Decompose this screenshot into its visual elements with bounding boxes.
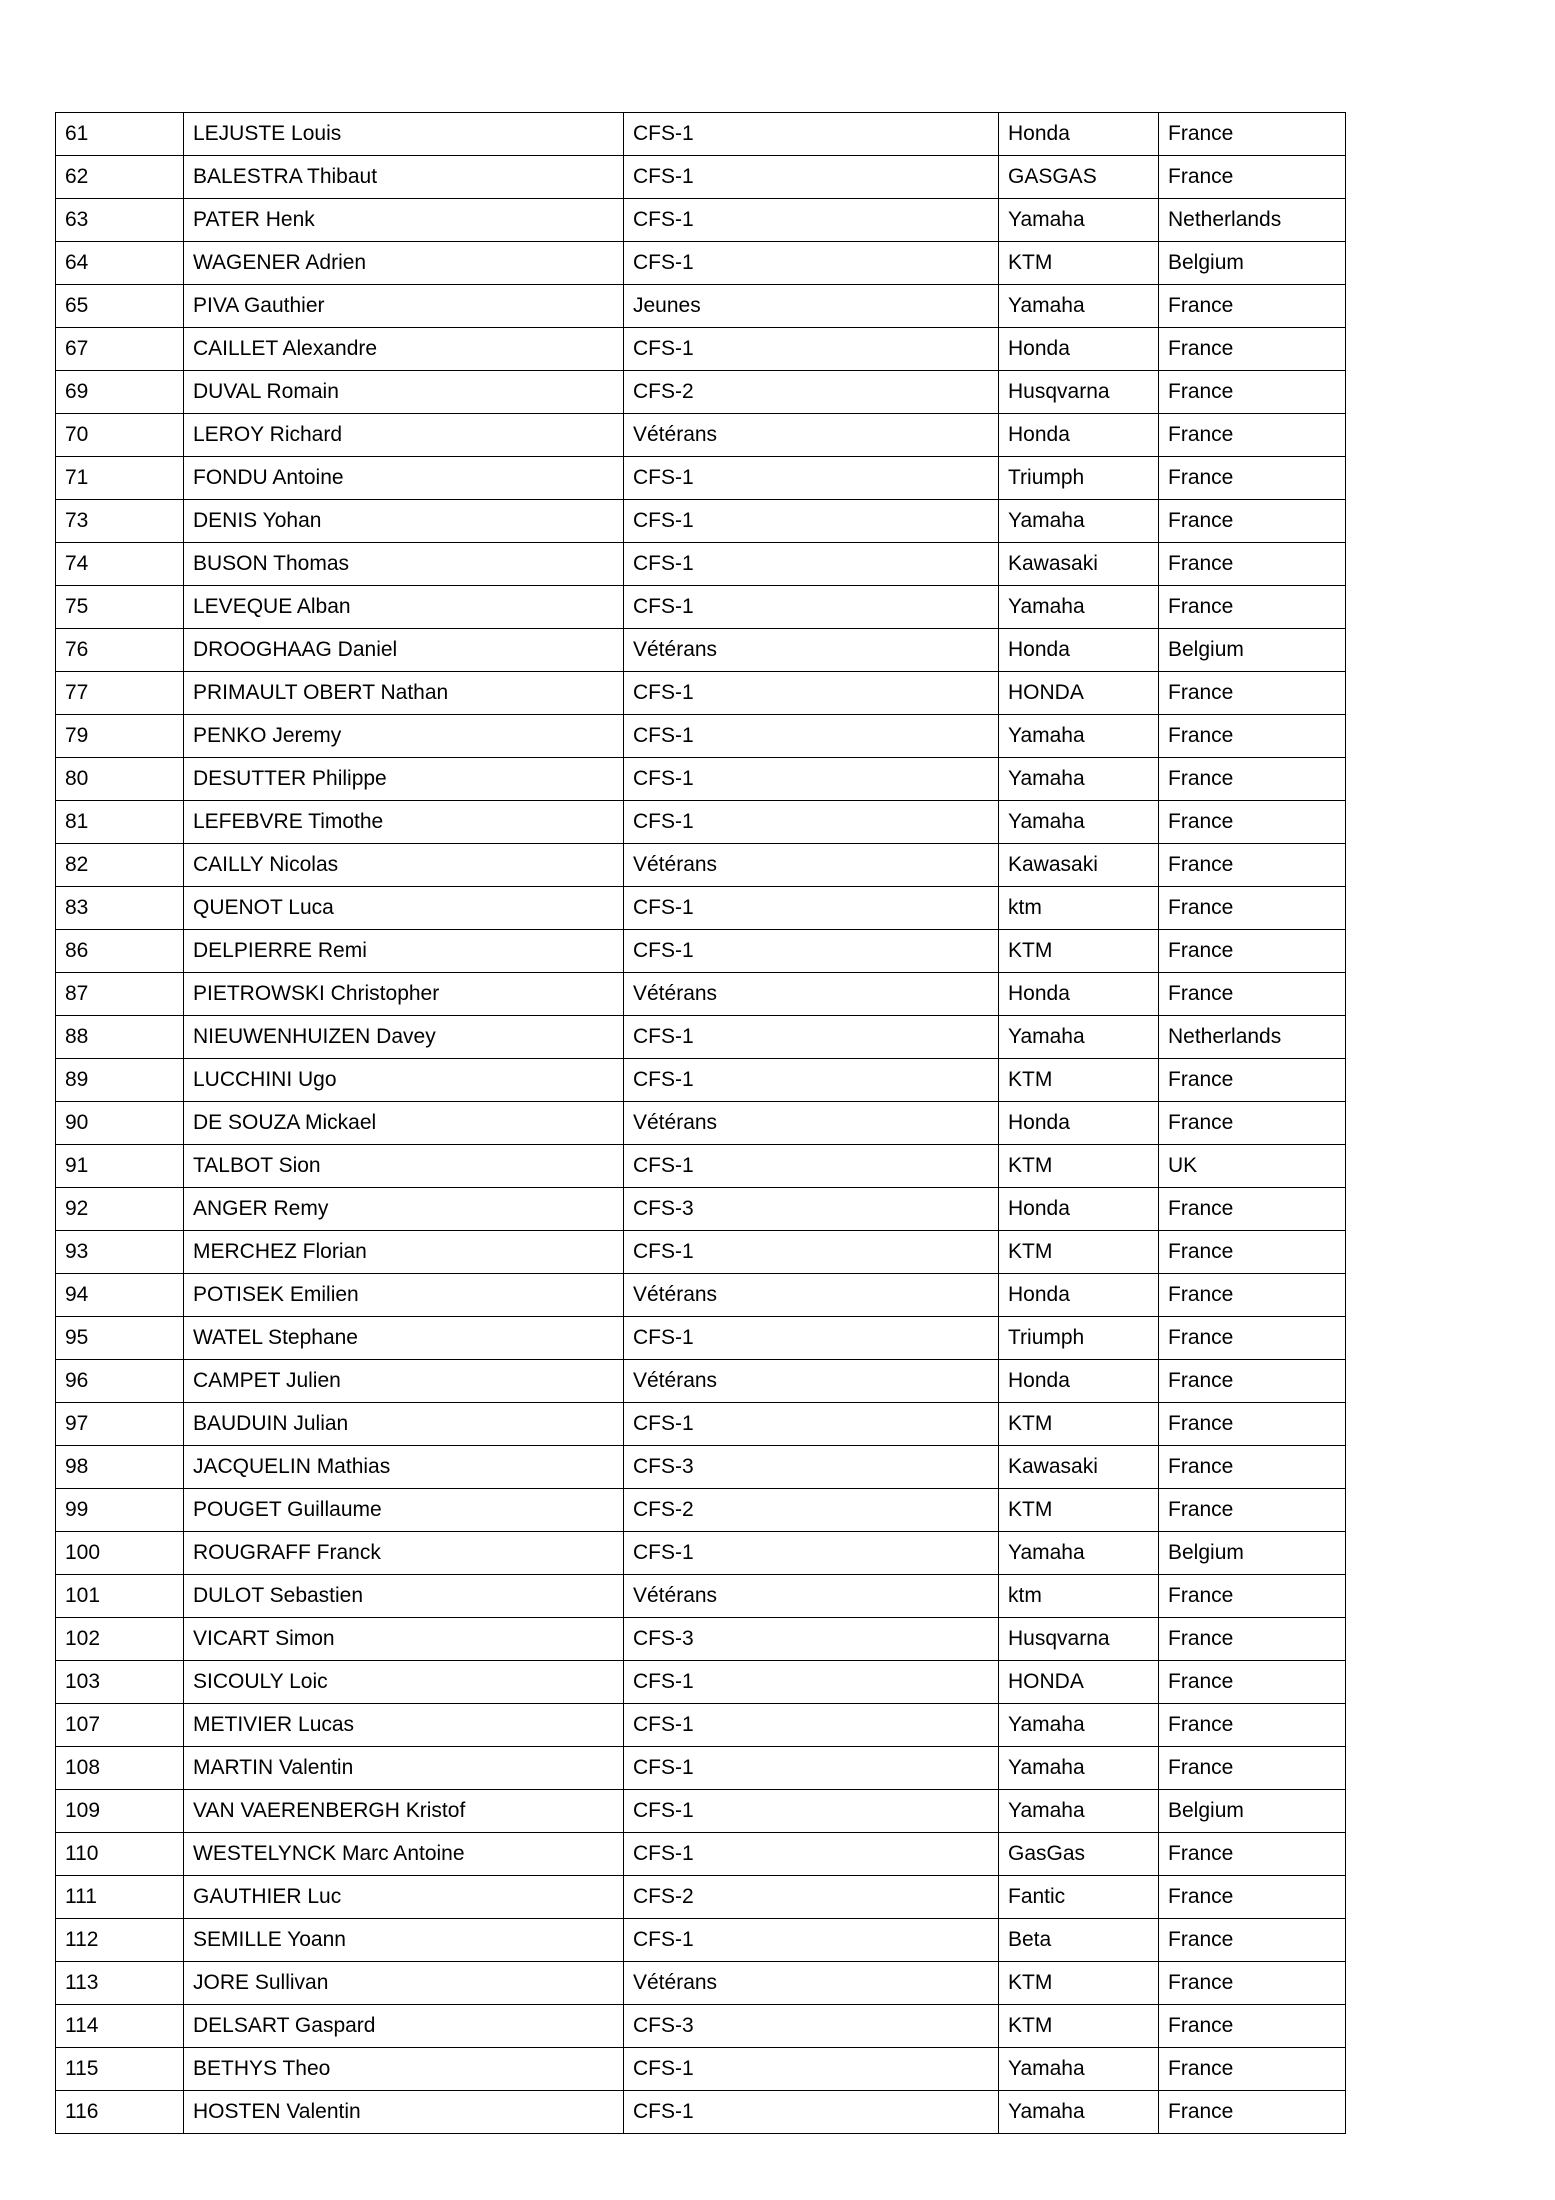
cell-country: France <box>1159 1962 1346 2005</box>
cell-rider: PATER Henk <box>184 199 624 242</box>
cell-country: Netherlands <box>1159 1016 1346 1059</box>
cell-bike: Yamaha <box>999 1532 1159 1575</box>
cell-category: CFS-1 <box>624 156 999 199</box>
cell-rider: VAN VAERENBERGH Kristof <box>184 1790 624 1833</box>
cell-bike: Yamaha <box>999 801 1159 844</box>
cell-number: 100 <box>56 1532 184 1575</box>
cell-rider: ANGER Remy <box>184 1188 624 1231</box>
cell-rider: BAUDUIN Julian <box>184 1403 624 1446</box>
cell-country: France <box>1159 1274 1346 1317</box>
cell-rider: PRIMAULT OBERT Nathan <box>184 672 624 715</box>
cell-bike: Honda <box>999 973 1159 1016</box>
table-row <box>56 1919 1346 1962</box>
table-row <box>56 1059 1346 1102</box>
cell-number: 113 <box>56 1962 184 2005</box>
cell-bike: Honda <box>999 1360 1159 1403</box>
cell-number: 82 <box>56 844 184 887</box>
cell-number: 115 <box>56 2048 184 2091</box>
cell-category: CFS-1 <box>624 2091 999 2134</box>
cell-country: France <box>1159 844 1346 887</box>
cell-rider: SICOULY Loic <box>184 1661 624 1704</box>
cell-number: 67 <box>56 328 184 371</box>
cell-bike: Yamaha <box>999 500 1159 543</box>
cell-country: France <box>1159 1919 1346 1962</box>
table-row <box>56 1962 1346 2005</box>
cell-number: 74 <box>56 543 184 586</box>
cell-bike: HONDA <box>999 672 1159 715</box>
cell-number: 95 <box>56 1317 184 1360</box>
cell-bike: Yamaha <box>999 199 1159 242</box>
table-row <box>56 1446 1346 1489</box>
cell-rider: CAILLET Alexandre <box>184 328 624 371</box>
cell-rider: DELSART Gaspard <box>184 2005 624 2048</box>
table-row <box>56 1489 1346 1532</box>
cell-bike: Honda <box>999 414 1159 457</box>
entry-list-body <box>56 113 1346 2134</box>
cell-number: 111 <box>56 1876 184 1919</box>
cell-rider: JACQUELIN Mathias <box>184 1446 624 1489</box>
cell-rider: LUCCHINI Ugo <box>184 1059 624 1102</box>
cell-bike: Yamaha <box>999 285 1159 328</box>
table-row <box>56 930 1346 973</box>
table-row <box>56 242 1346 285</box>
cell-number: 94 <box>56 1274 184 1317</box>
cell-bike: Yamaha <box>999 1747 1159 1790</box>
cell-rider: DROOGHAAG Daniel <box>184 629 624 672</box>
cell-country: France <box>1159 930 1346 973</box>
cell-bike: KTM <box>999 1489 1159 1532</box>
cell-bike: Yamaha <box>999 1790 1159 1833</box>
cell-category: CFS-1 <box>624 758 999 801</box>
cell-bike: Yamaha <box>999 715 1159 758</box>
cell-bike: GASGAS <box>999 156 1159 199</box>
cell-bike: Honda <box>999 328 1159 371</box>
cell-bike: Kawasaki <box>999 543 1159 586</box>
cell-number: 91 <box>56 1145 184 1188</box>
cell-bike: Honda <box>999 1188 1159 1231</box>
table-row <box>56 543 1346 586</box>
cell-category: Vétérans <box>624 629 999 672</box>
cell-category: CFS-1 <box>624 887 999 930</box>
cell-rider: CAMPET Julien <box>184 1360 624 1403</box>
cell-country: France <box>1159 1231 1346 1274</box>
table-row <box>56 113 1346 156</box>
cell-number: 80 <box>56 758 184 801</box>
table-row <box>56 2091 1346 2134</box>
table-row <box>56 1618 1346 1661</box>
cell-bike: ktm <box>999 1575 1159 1618</box>
cell-rider: BUSON Thomas <box>184 543 624 586</box>
table-row <box>56 1360 1346 1403</box>
cell-number: 76 <box>56 629 184 672</box>
cell-category: CFS-3 <box>624 2005 999 2048</box>
cell-bike: ktm <box>999 887 1159 930</box>
cell-category: CFS-1 <box>624 930 999 973</box>
cell-bike: KTM <box>999 1962 1159 2005</box>
cell-number: 92 <box>56 1188 184 1231</box>
cell-category: CFS-1 <box>624 672 999 715</box>
cell-country: France <box>1159 715 1346 758</box>
table-row <box>56 156 1346 199</box>
cell-number: 109 <box>56 1790 184 1833</box>
cell-country: France <box>1159 1704 1346 1747</box>
cell-number: 102 <box>56 1618 184 1661</box>
cell-bike: Beta <box>999 1919 1159 1962</box>
cell-rider: VICART Simon <box>184 1618 624 1661</box>
cell-number: 99 <box>56 1489 184 1532</box>
entry-list-table <box>55 112 1346 2134</box>
cell-category: CFS-1 <box>624 1790 999 1833</box>
cell-country: France <box>1159 156 1346 199</box>
cell-category: CFS-1 <box>624 199 999 242</box>
cell-bike: GasGas <box>999 1833 1159 1876</box>
cell-category: Vétérans <box>624 1962 999 2005</box>
cell-country: France <box>1159 1876 1346 1919</box>
cell-country: France <box>1159 328 1346 371</box>
cell-number: 70 <box>56 414 184 457</box>
cell-number: 108 <box>56 1747 184 1790</box>
cell-number: 81 <box>56 801 184 844</box>
cell-number: 110 <box>56 1833 184 1876</box>
table-row <box>56 715 1346 758</box>
cell-category: Vétérans <box>624 1102 999 1145</box>
cell-number: 112 <box>56 1919 184 1962</box>
cell-number: 61 <box>56 113 184 156</box>
cell-category: CFS-1 <box>624 328 999 371</box>
cell-rider: MARTIN Valentin <box>184 1747 624 1790</box>
cell-bike: Kawasaki <box>999 1446 1159 1489</box>
cell-rider: GAUTHIER Luc <box>184 1876 624 1919</box>
cell-number: 114 <box>56 2005 184 2048</box>
cell-country: France <box>1159 113 1346 156</box>
cell-category: Vétérans <box>624 1575 999 1618</box>
cell-country: France <box>1159 1833 1346 1876</box>
cell-category: CFS-1 <box>624 1231 999 1274</box>
cell-country: France <box>1159 414 1346 457</box>
cell-number: 86 <box>56 930 184 973</box>
cell-country: France <box>1159 1618 1346 1661</box>
cell-category: CFS-3 <box>624 1188 999 1231</box>
cell-rider: PIETROWSKI Christopher <box>184 973 624 1016</box>
cell-bike: Fantic <box>999 1876 1159 1919</box>
table-row <box>56 1532 1346 1575</box>
table-row <box>56 1231 1346 1274</box>
cell-number: 97 <box>56 1403 184 1446</box>
cell-number: 87 <box>56 973 184 1016</box>
cell-rider: BALESTRA Thibaut <box>184 156 624 199</box>
cell-rider: DENIS Yohan <box>184 500 624 543</box>
cell-category: CFS-1 <box>624 1532 999 1575</box>
cell-country: France <box>1159 887 1346 930</box>
cell-number: 89 <box>56 1059 184 1102</box>
table-row <box>56 1661 1346 1704</box>
cell-category: CFS-2 <box>624 1876 999 1919</box>
cell-country: France <box>1159 2091 1346 2134</box>
table-row <box>56 1575 1346 1618</box>
cell-number: 73 <box>56 500 184 543</box>
cell-rider: ROUGRAFF Franck <box>184 1532 624 1575</box>
cell-bike: Triumph <box>999 1317 1159 1360</box>
cell-rider: WESTELYNCK Marc Antoine <box>184 1833 624 1876</box>
cell-category: CFS-2 <box>624 371 999 414</box>
table-row <box>56 1188 1346 1231</box>
cell-rider: DULOT Sebastien <box>184 1575 624 1618</box>
cell-rider: PIVA Gauthier <box>184 285 624 328</box>
cell-bike: Husqvarna <box>999 371 1159 414</box>
cell-country: France <box>1159 500 1346 543</box>
cell-bike: KTM <box>999 930 1159 973</box>
cell-rider: DESUTTER Philippe <box>184 758 624 801</box>
cell-rider: POTISEK Emilien <box>184 1274 624 1317</box>
table-row <box>56 844 1346 887</box>
cell-number: 77 <box>56 672 184 715</box>
cell-number: 96 <box>56 1360 184 1403</box>
cell-rider: LEROY Richard <box>184 414 624 457</box>
cell-category: CFS-1 <box>624 242 999 285</box>
cell-bike: HONDA <box>999 1661 1159 1704</box>
cell-bike: Yamaha <box>999 586 1159 629</box>
table-row <box>56 1876 1346 1919</box>
cell-category: CFS-1 <box>624 586 999 629</box>
cell-country: France <box>1159 1403 1346 1446</box>
cell-number: 79 <box>56 715 184 758</box>
cell-category: CFS-1 <box>624 1317 999 1360</box>
cell-rider: POUGET Guillaume <box>184 1489 624 1532</box>
cell-rider: QUENOT Luca <box>184 887 624 930</box>
cell-number: 116 <box>56 2091 184 2134</box>
cell-rider: FONDU Antoine <box>184 457 624 500</box>
cell-rider: WAGENER Adrien <box>184 242 624 285</box>
table-row <box>56 629 1346 672</box>
cell-number: 83 <box>56 887 184 930</box>
cell-category: Vétérans <box>624 844 999 887</box>
cell-country: France <box>1159 801 1346 844</box>
cell-country: France <box>1159 2005 1346 2048</box>
table-row <box>56 1102 1346 1145</box>
table-row <box>56 199 1346 242</box>
table-row <box>56 371 1346 414</box>
cell-rider: WATEL Stephane <box>184 1317 624 1360</box>
table-row <box>56 1317 1346 1360</box>
cell-rider: PENKO Jeremy <box>184 715 624 758</box>
cell-rider: METIVIER Lucas <box>184 1704 624 1747</box>
cell-country: France <box>1159 1489 1346 1532</box>
table-row <box>56 1274 1346 1317</box>
cell-category: CFS-1 <box>624 500 999 543</box>
cell-category: CFS-1 <box>624 2048 999 2091</box>
cell-number: 63 <box>56 199 184 242</box>
cell-bike: Yamaha <box>999 758 1159 801</box>
table-row <box>56 285 1346 328</box>
cell-bike: KTM <box>999 2005 1159 2048</box>
cell-number: 88 <box>56 1016 184 1059</box>
cell-country: France <box>1159 1747 1346 1790</box>
cell-country: Belgium <box>1159 629 1346 672</box>
cell-country: France <box>1159 1317 1346 1360</box>
cell-category: CFS-1 <box>624 1704 999 1747</box>
cell-country: France <box>1159 457 1346 500</box>
cell-country: France <box>1159 1188 1346 1231</box>
cell-category: CFS-1 <box>624 715 999 758</box>
cell-category: CFS-1 <box>624 1145 999 1188</box>
cell-rider: LEJUSTE Louis <box>184 113 624 156</box>
table-row <box>56 1016 1346 1059</box>
cell-country: Belgium <box>1159 1532 1346 1575</box>
cell-number: 107 <box>56 1704 184 1747</box>
cell-number: 64 <box>56 242 184 285</box>
cell-country: France <box>1159 758 1346 801</box>
table-row <box>56 1747 1346 1790</box>
table-row <box>56 586 1346 629</box>
cell-country: France <box>1159 1360 1346 1403</box>
cell-bike: KTM <box>999 1059 1159 1102</box>
cell-category: Vétérans <box>624 1360 999 1403</box>
cell-country: France <box>1159 672 1346 715</box>
cell-bike: Husqvarna <box>999 1618 1159 1661</box>
cell-rider: BETHYS Theo <box>184 2048 624 2091</box>
table-row <box>56 414 1346 457</box>
cell-bike: Honda <box>999 1274 1159 1317</box>
cell-country: France <box>1159 1059 1346 1102</box>
cell-rider: DE SOUZA Mickael <box>184 1102 624 1145</box>
cell-category: CFS-1 <box>624 1833 999 1876</box>
table-row <box>56 672 1346 715</box>
cell-category: CFS-1 <box>624 457 999 500</box>
cell-rider: JORE Sullivan <box>184 1962 624 2005</box>
cell-number: 65 <box>56 285 184 328</box>
cell-country: Belgium <box>1159 242 1346 285</box>
cell-number: 93 <box>56 1231 184 1274</box>
cell-number: 62 <box>56 156 184 199</box>
cell-country: France <box>1159 586 1346 629</box>
cell-category: CFS-1 <box>624 1747 999 1790</box>
cell-category: Vétérans <box>624 1274 999 1317</box>
table-row <box>56 973 1346 1016</box>
cell-category: CFS-1 <box>624 801 999 844</box>
cell-rider: NIEUWENHUIZEN Davey <box>184 1016 624 1059</box>
cell-category: CFS-1 <box>624 1059 999 1102</box>
cell-number: 98 <box>56 1446 184 1489</box>
cell-category: CFS-3 <box>624 1446 999 1489</box>
cell-country: France <box>1159 973 1346 1016</box>
cell-number: 90 <box>56 1102 184 1145</box>
cell-country: France <box>1159 285 1346 328</box>
cell-number: 71 <box>56 457 184 500</box>
table-row <box>56 1790 1346 1833</box>
cell-number: 75 <box>56 586 184 629</box>
cell-rider: LEFEBVRE Timothe <box>184 801 624 844</box>
cell-country: France <box>1159 2048 1346 2091</box>
table-row <box>56 2005 1346 2048</box>
cell-number: 103 <box>56 1661 184 1704</box>
table-row <box>56 887 1346 930</box>
cell-rider: CAILLY Nicolas <box>184 844 624 887</box>
cell-category: CFS-1 <box>624 543 999 586</box>
cell-category: CFS-1 <box>624 113 999 156</box>
cell-rider: LEVEQUE Alban <box>184 586 624 629</box>
table-row <box>56 1145 1346 1188</box>
cell-country: France <box>1159 1102 1346 1145</box>
cell-bike: KTM <box>999 1231 1159 1274</box>
cell-country: Netherlands <box>1159 199 1346 242</box>
table-row <box>56 1403 1346 1446</box>
cell-category: Vétérans <box>624 414 999 457</box>
cell-bike: Kawasaki <box>999 844 1159 887</box>
cell-country: France <box>1159 1661 1346 1704</box>
cell-bike: Yamaha <box>999 2048 1159 2091</box>
cell-country: France <box>1159 1575 1346 1618</box>
cell-category: Jeunes <box>624 285 999 328</box>
cell-number: 101 <box>56 1575 184 1618</box>
cell-country: Belgium <box>1159 1790 1346 1833</box>
cell-country: France <box>1159 371 1346 414</box>
table-row <box>56 457 1346 500</box>
table-row <box>56 2048 1346 2091</box>
cell-category: Vétérans <box>624 973 999 1016</box>
table-row <box>56 758 1346 801</box>
cell-bike: Yamaha <box>999 1704 1159 1747</box>
table-row <box>56 328 1346 371</box>
cell-country: France <box>1159 543 1346 586</box>
cell-rider: HOSTEN Valentin <box>184 2091 624 2134</box>
cell-category: CFS-1 <box>624 1403 999 1446</box>
cell-bike: KTM <box>999 1145 1159 1188</box>
table-row <box>56 500 1346 543</box>
cell-category: CFS-1 <box>624 1661 999 1704</box>
cell-bike: Triumph <box>999 457 1159 500</box>
cell-bike: Honda <box>999 1102 1159 1145</box>
cell-category: CFS-1 <box>624 1016 999 1059</box>
cell-country: France <box>1159 1446 1346 1489</box>
cell-rider: TALBOT Sion <box>184 1145 624 1188</box>
table-row <box>56 1833 1346 1876</box>
table-row <box>56 1704 1346 1747</box>
cell-category: CFS-3 <box>624 1618 999 1661</box>
cell-rider: DELPIERRE Remi <box>184 930 624 973</box>
cell-bike: KTM <box>999 1403 1159 1446</box>
cell-bike: KTM <box>999 242 1159 285</box>
cell-category: CFS-2 <box>624 1489 999 1532</box>
table-row <box>56 801 1346 844</box>
cell-bike: Honda <box>999 113 1159 156</box>
cell-rider: SEMILLE Yoann <box>184 1919 624 1962</box>
cell-rider: DUVAL Romain <box>184 371 624 414</box>
cell-number: 69 <box>56 371 184 414</box>
cell-country: UK <box>1159 1145 1346 1188</box>
cell-category: CFS-1 <box>624 1919 999 1962</box>
cell-bike: Yamaha <box>999 2091 1159 2134</box>
cell-rider: MERCHEZ Florian <box>184 1231 624 1274</box>
cell-bike: Honda <box>999 629 1159 672</box>
cell-bike: Yamaha <box>999 1016 1159 1059</box>
